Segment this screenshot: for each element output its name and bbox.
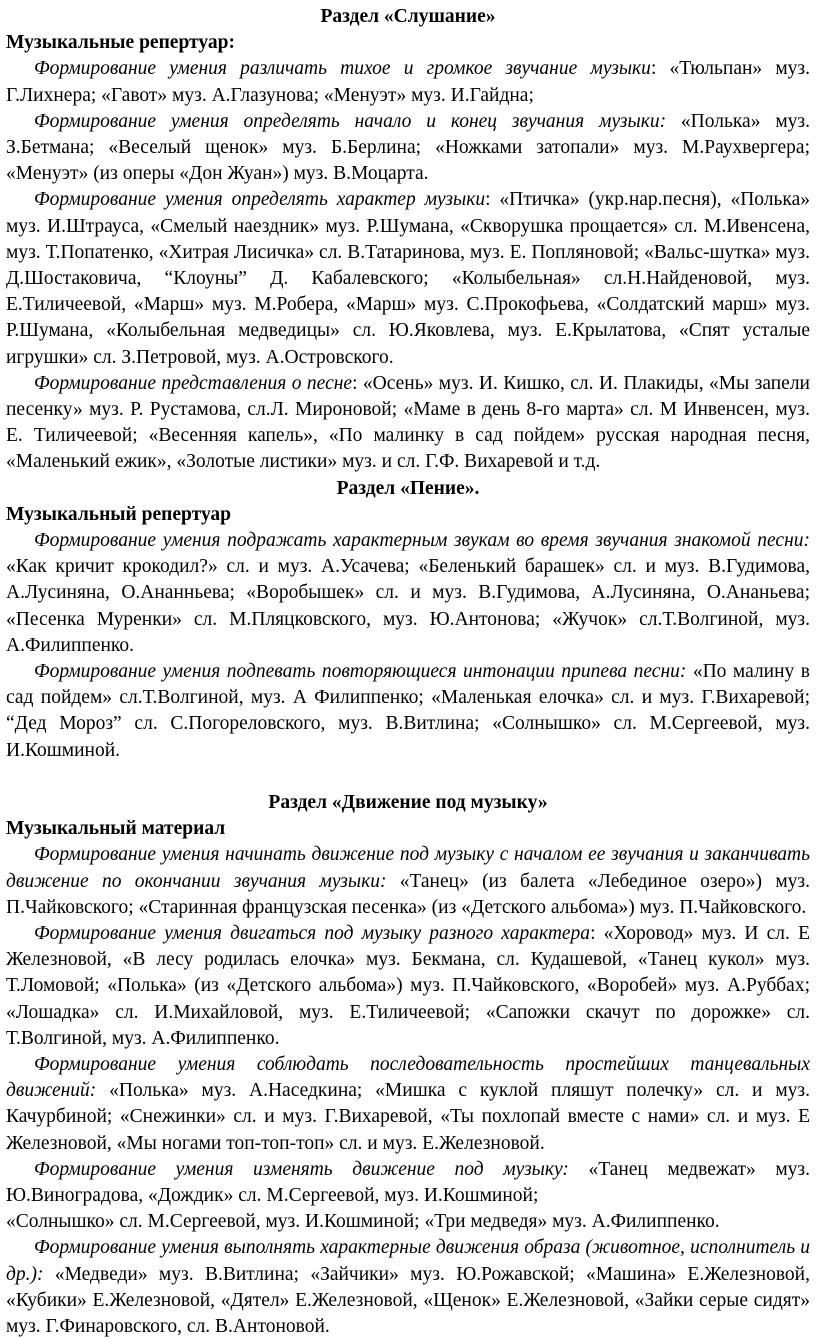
- section-listening: [6, 4, 810, 476]
- section-singing: [6, 476, 810, 764]
- paragraph-text: : «Хоровод» муз. И сл. Е Железновой, «В лесу родилась елочка» муз. Бекмана, сл. Кудашевой, «Танец кукол» муз. Т.Ломовой; «Полька» (из «Детского альбома») муз. П.Чайковского, «Воробей» муз. А.Руббах; «Лошадка» сл. И.Михайловой, муз. Е.Тиличеевой; «Сапожки скачут по дорожке» сл. Т.Волгиной, муз. А.Филиппенко.: [6, 922, 810, 1049]
- paragraph-text: : «Осень» муз. И. Кишко, сл. И. Плакиды, «Мы запели песенку» муз. Р. Рустамова, сл.Л. Мироновой; «Маме в день 8-го марта» сл. М Инвенсен, муз. Е. Тиличеевой; «Весенняя капель», «По малинку в сад пойдем» русская народная песня, «Маленький ежик», «Золотые листики» муз. и сл. Г.Ф. Вихаревой и т.д.: [6, 372, 810, 473]
- paragraph-lead: Формирование умения выполнять характерные движения образа (животное, исполнитель и др.):: [6, 1237, 810, 1285]
- paragraph-text: «Танец медвежат» муз. Ю.Виноградова, «Дождик» сл. М.Сергеевой, муз. И.Кошминой;: [6, 1158, 810, 1206]
- section-movement: [6, 790, 810, 1340]
- paragraph-lead: Формирование умения подражать характерным звукам во время звучания знакомой песни:: [34, 530, 810, 552]
- paragraph-lead: Формирование умения соблюдать последовательность простейших танцевальных движений:: [6, 1053, 810, 1102]
- paragraph-text: «Солнышко» сл. М.Сергеевой, муз. И.Кошминой; «Три медведя» муз. А.Филиппенко.: [6, 1211, 720, 1233]
- paragraph: [6, 921, 810, 1052]
- paragraph-text: «Как кричит крокодил?» сл. и муз. А.Усачева; «Беленький барашек» сл. и муз. В.Гудимова, А.Лусиняна, О.Ананньева; «Воробышек» сл. и муз. В.Гудимова, А.Лусиняна, О.Ананьева; «Песенка Муренки» сл. М.Пляцковского, муз. Ю.Антонова; «Жучок» сл.Т.Волгиной, муз. А.Филиппенко.: [6, 556, 810, 656]
- section-subheading: Музыкальный материал: [6, 818, 226, 840]
- paragraph: [6, 371, 810, 476]
- paragraph: [6, 1209, 810, 1235]
- section-subheading: Музыкальный репертуар: [6, 503, 232, 525]
- paragraph: [6, 528, 810, 659]
- paragraph-lead: Формирование умения изменять движение под музыку:: [34, 1158, 569, 1180]
- paragraph-lead: Формирование представления о песне: [34, 372, 353, 394]
- paragraph: [6, 1235, 810, 1340]
- paragraph-lead: Формирование умения начинать движение под музыку с началом ее звучания и заканчивать движение по окончании звучания музыки:: [6, 844, 810, 892]
- section-heading: Раздел «Движение под музыку»: [268, 791, 548, 813]
- paragraph-text: : «Птичка» (укр.нар.песня), «Полька» муз. И.Штрауса, «Смелый наездник» муз. Р.Шумана, «Скворушка прощается» сл. М.Ивенсена, муз. Т.Попатенко, «Хитрая Лисичка» сл. В.Татаринова, муз. Е. Попляновой; «Вальс-шутка» муз. Д.Шостаковича, “Клоуны” Д. Кабалевского; «Колыбельная» сл.Н.Найденовой, муз. Е.Тиличеевой, «Марш» муз. М.Робера, «Марш» муз. С.Прокофьева, «Солдатский марш» муз. Р.Шумана, «Колыбельная медведицы» сл. Ю.Яковлева, муз. Е.Крылатова, «Спят усталые игрушки» сл. З.Петровой, муз. А.Островского.: [6, 189, 810, 368]
- paragraph-lead: Формирование умения подпевать повторяющиеся интонации припева песни:: [34, 661, 687, 683]
- paragraph: [6, 1157, 810, 1209]
- paragraph-text: : «Тюльпан» муз. Г.Лихнера; «Гавот» муз. А.Глазунова; «Менуэт» муз. И.Гайдна;: [6, 58, 811, 106]
- paragraph: [6, 842, 810, 921]
- paragraph-text: «Полька» муз. З.Бетмана; «Веселый щенок» муз. Б.Берлина; «Ножками затопали» муз. М.Раухвергера; «Менуэт» (из оперы «Дон Жуан») муз. В.Моцарта.: [6, 110, 810, 185]
- section-subheading: Музыкальные репертуар:: [6, 32, 235, 54]
- paragraph-lead: Формирование умения различать тихое и громкое звучание музыки: [34, 58, 651, 80]
- paragraph-text: «Танец» (из балета «Лебединое озеро») муз. П.Чайковского; «Старинная французская песенка» (из «Детского альбома») муз. П.Чайковского.: [6, 870, 810, 918]
- paragraph-text: «По малину в сад пойдем» сл.Т.Волгиной, муз. А Филиппенко; «Маленькая елочка» сл. и муз. Г.Вихаревой; “Дед Мороз” сл. С.Погореловского, муз. В.Витлина; «Солнышко» сл. М.Сергеевой, муз. И.Кошминой.: [6, 661, 810, 761]
- paragraph: [6, 1052, 810, 1157]
- paragraph-lead: Формирование умения определять начало и конец звучания музыки:: [34, 110, 667, 132]
- spacer: [6, 764, 810, 790]
- paragraph: [6, 56, 810, 108]
- paragraph-text: «Медведи» муз. В.Витлина; «Зайчики» муз. Ю.Рожавской; «Машина» Е.Железновой, «Кубики» Е.Железновой, «Дятел» Е.Железновой, «Щенок» Е.Железновой, «Зайки серые сидят» муз. Г.Финаровского, сл. В.Антоновой.: [6, 1263, 810, 1337]
- paragraph-lead: Формирование умения двигаться под музыку разного характера: [34, 922, 591, 944]
- section-heading: Раздел «Пение».: [336, 477, 480, 499]
- paragraph-lead: Формирование умения определять характер музыки: [34, 189, 486, 211]
- paragraph: [6, 659, 810, 764]
- paragraph-text: «Полька» муз. А.Наседкина; «Мишка с куклой пляшут полечку» сл. и муз. Качурбиной; «Снежинки» сл. и муз. Г.Вихаревой, «Ты похлопай вместе с нами» сл. и муз. Е Железновой, «Мы ногами топ-топ-топ» сл. и муз. Е.Железновой.: [6, 1080, 810, 1154]
- paragraph: [6, 187, 810, 370]
- section-heading: Раздел «Слушание»: [320, 6, 496, 27]
- paragraph: [6, 109, 810, 188]
